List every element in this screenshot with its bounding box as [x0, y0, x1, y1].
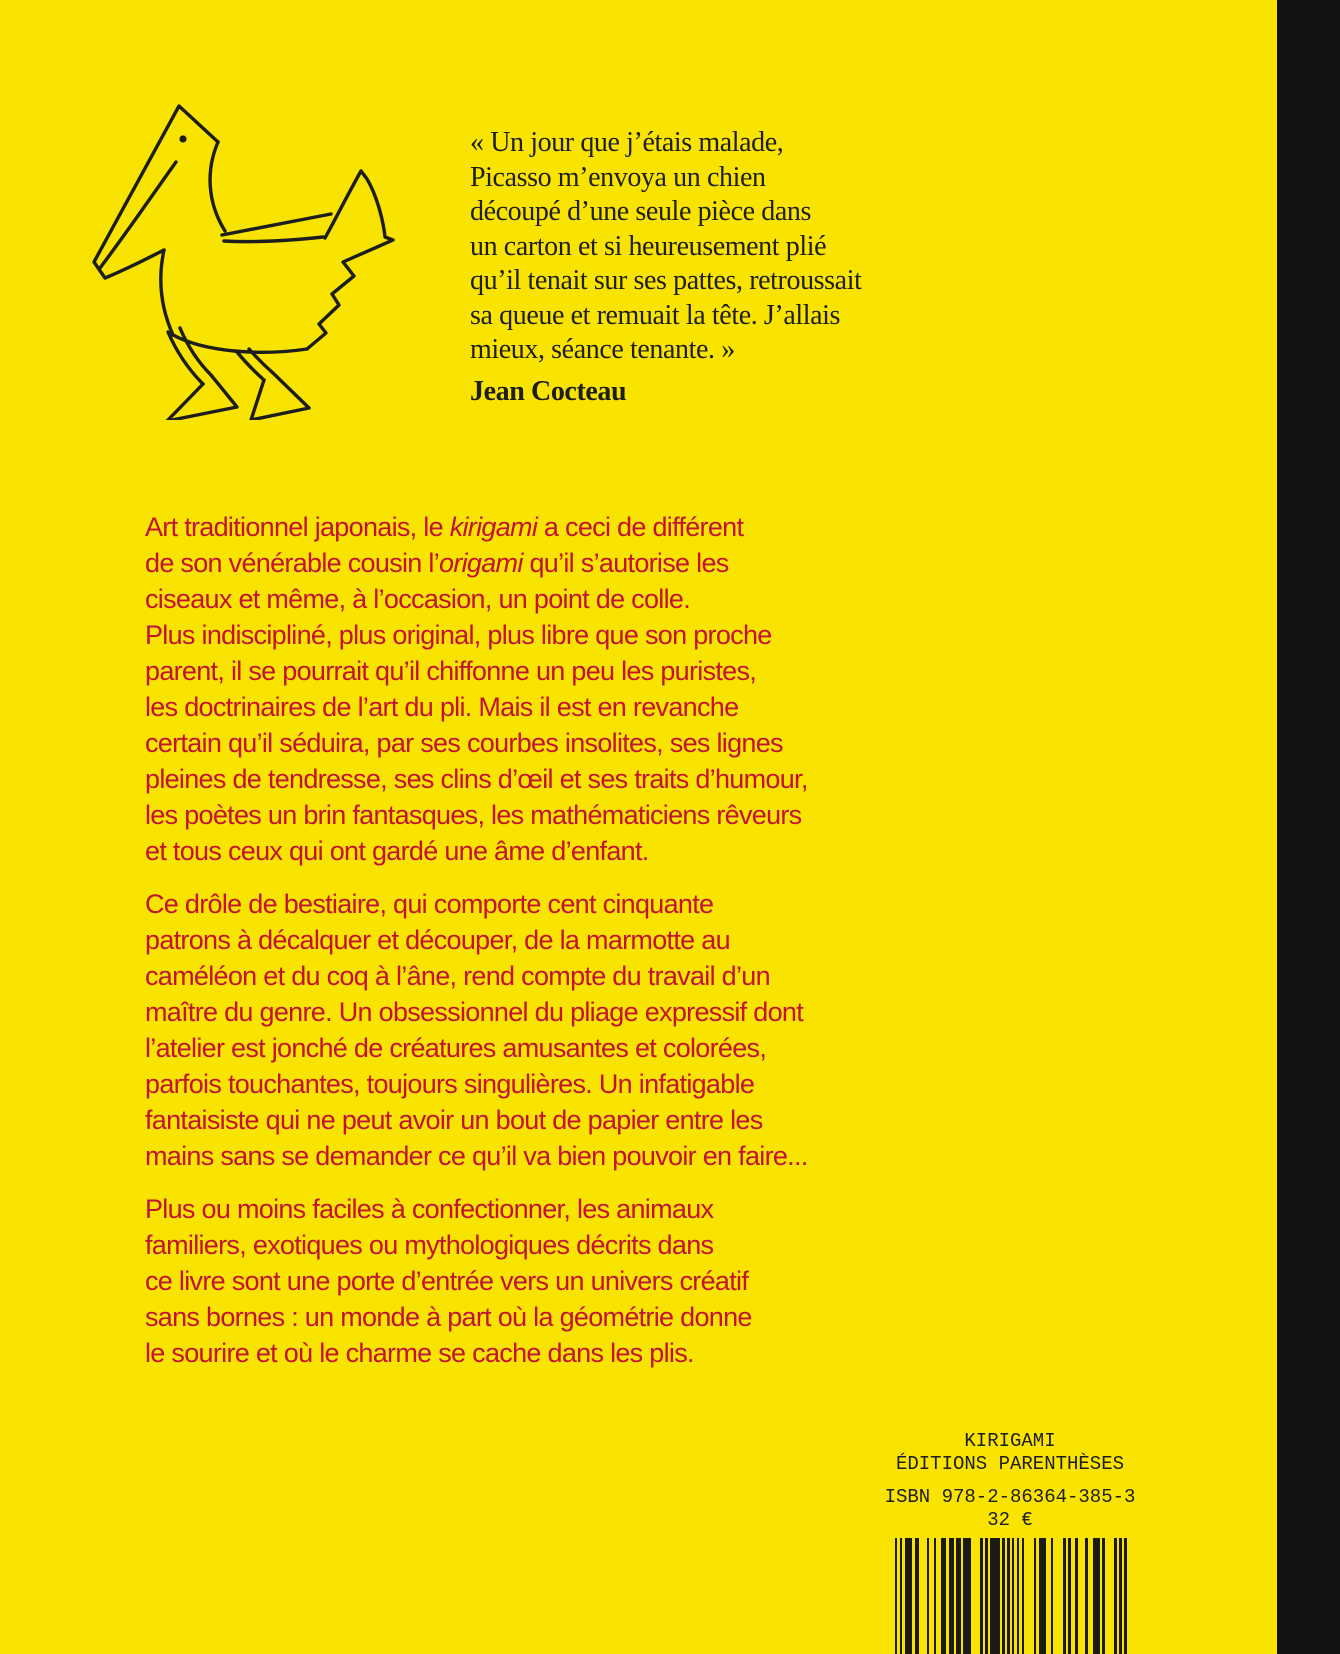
text-line: Ce drôle de bestiaire, qui comporte cent cinquante	[145, 889, 714, 919]
barcode-bar	[1124, 1538, 1126, 1654]
cocteau-quote	[470, 126, 1030, 409]
quote-text	[470, 126, 1030, 368]
pelican-tail-outer	[307, 171, 393, 349]
pelican-foot-back	[251, 373, 309, 420]
ean-barcode	[895, 1538, 1127, 1654]
pelican-tail-front	[325, 171, 361, 238]
quote-line: « Un jour que j’étais malade,	[470, 127, 784, 158]
barcode-bar	[990, 1538, 1000, 1654]
text-line: les doctrinaires de l’art du pli. Mais il est en revanche	[145, 692, 739, 722]
barcode-gap	[1078, 1538, 1085, 1654]
quote-line: un carton et si heureusement plié	[470, 230, 827, 262]
pelican-chest	[161, 250, 173, 335]
barcode-gap	[1024, 1538, 1034, 1654]
barcode-gap	[919, 1538, 926, 1654]
quote-line: qu’il tenait sur ses pattes, retroussait	[470, 265, 862, 296]
text-line: parent, il se pourrait qu’il chiffonne un peu les puristes,	[145, 656, 757, 686]
pelican-leg-front-inner	[180, 328, 211, 375]
text-line: patrons à décalquer et découper, de la marmotte au	[145, 925, 730, 955]
text-line: mains sans se demander ce qu’il va bien pouvoir en faire...	[145, 1141, 808, 1171]
text-line: les poètes un brin fantasques, les mathématiciens rêveurs	[145, 800, 802, 830]
quote-line: découpé d’une seule pièce dans	[470, 196, 811, 227]
barcode-bar	[1093, 1538, 1100, 1654]
paragraph	[145, 509, 995, 869]
text-line: et tous ceux qui ont gardé une âme d’enfant.	[145, 836, 649, 866]
isbn-number: ISBN 978-2-86364-385-3	[884, 1486, 1136, 1508]
quote-line: sa queue et remuait la tête. J’allais	[470, 299, 841, 331]
text-line: Plus indiscipliné, plus original, plus libre que son proche	[145, 620, 772, 650]
pelican-line-drawing-illustration	[80, 90, 410, 420]
text-line: l’atelier est jonché de créatures amusantes et colorées,	[145, 1033, 767, 1063]
pelican-eye	[179, 135, 186, 142]
quote-line: Picasso m’envoya un chien	[470, 161, 766, 193]
imprint-block	[790, 1430, 1230, 1532]
barcode-bar	[1039, 1538, 1046, 1654]
pelican-wing-lower	[224, 237, 323, 242]
barcode-gap	[1053, 1538, 1063, 1654]
text-line: de son vénérable cousin l’origami qu’il s’autorise les	[145, 548, 729, 578]
text-line: pleines de tendresse, ses clins d’œil et ses traits d’humour,	[145, 764, 808, 794]
quote-line: mieux, séance tenante. »	[470, 334, 735, 365]
text-line: ce livre sont une porte d’entrée vers un univers créatif	[145, 1266, 749, 1296]
price: 32 €	[987, 1509, 1033, 1531]
pelican-wing-top	[222, 214, 331, 235]
publisher-name: ÉDITIONS PARENTHÈSES	[895, 1453, 1125, 1475]
back-cover-description	[145, 509, 995, 1388]
text-line: Art traditionnel japonais, le kirigami a ceci de différent	[145, 512, 744, 542]
barcode-gap	[1105, 1538, 1115, 1654]
quote-attribution: Jean Cocteau	[470, 375, 627, 407]
spine-black-stripe	[1277, 0, 1340, 1654]
text-line: Plus ou moins faciles à confectionner, les animaux	[145, 1194, 714, 1224]
text-line: sans bornes : un monde à part où la géométrie donne	[145, 1302, 752, 1332]
text-line: fantaisiste qui ne peut avoir un bout de papier entre les	[145, 1105, 763, 1135]
barcode-gap	[971, 1538, 981, 1654]
barcode-bar	[963, 1538, 970, 1654]
text-line: ciseaux et même, à l’occasion, un point de colle.	[145, 584, 691, 614]
text-line: le sourire et où le charme se cache dans les plis.	[145, 1338, 694, 1368]
pelican-back	[210, 142, 225, 231]
series-title: KIRIGAMI	[964, 1430, 1056, 1452]
pelican-belly	[173, 335, 307, 352]
pelican-leg-back	[237, 352, 264, 380]
barcode-bar	[905, 1538, 912, 1654]
text-line: parfois touchantes, toujours singulières. Un infatigable	[145, 1069, 755, 1099]
text-line: maître du genre. Un obsessionnel du pliage expressif dont	[145, 997, 804, 1027]
paragraph	[145, 886, 995, 1174]
text-line: caméléon et du coq à l’âne, rend compte du travail d’un	[145, 961, 770, 991]
paragraph	[145, 1191, 995, 1371]
text-line: familiers, exotiques ou mythologiques décrits dans	[145, 1230, 714, 1260]
text-line: certain qu’il séduira, par ses courbes insolites, ses lignes	[145, 728, 783, 758]
